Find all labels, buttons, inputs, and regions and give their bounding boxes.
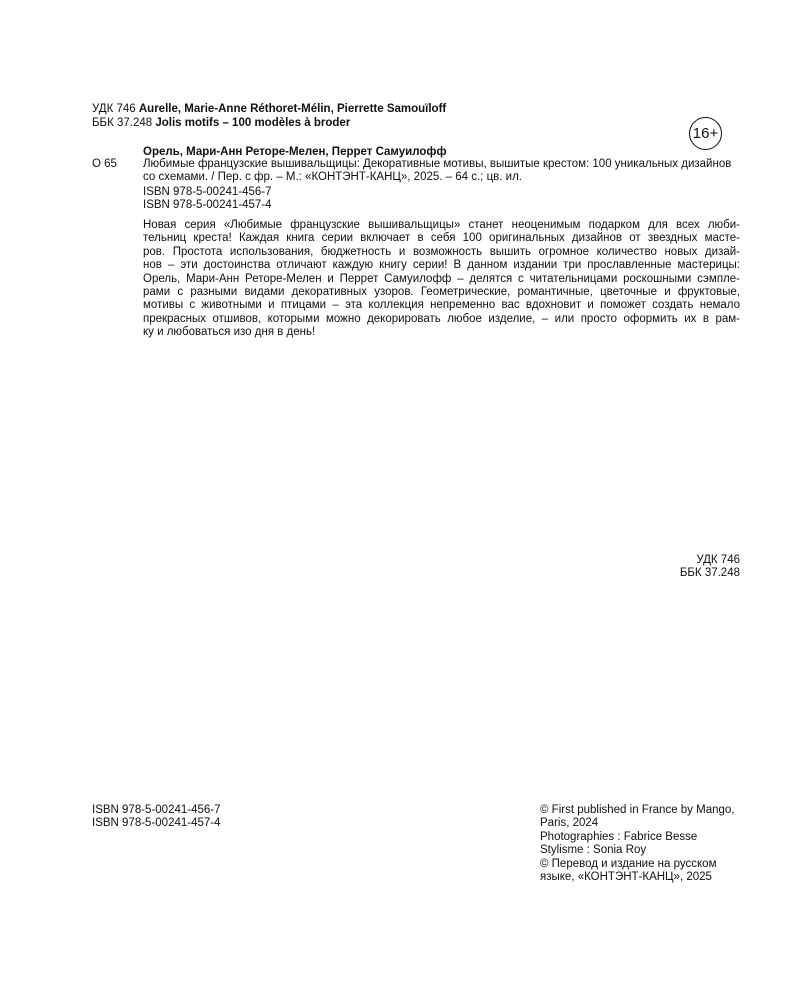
copyright-line: Photographies : Fabrice Besse bbox=[540, 830, 698, 843]
classification-codes bbox=[640, 554, 740, 581]
catalog-isbn-block bbox=[143, 186, 272, 213]
annotation-line: тельниц креста! Каждая книга серии включает в себя 100 оригинальных дизайнов от звездных масте- bbox=[143, 232, 740, 245]
author-heading: Орель, Мари-Анн Реторе-Мелен, Перрет Самуилофф bbox=[143, 146, 447, 158]
bibliographic-description: Любимые французские вышивальщицы: Декоративные мотивы, вышитые крестом: 100 уникальных дизайнов со схемами. / Пер. с фр. – М.: «КОНТЭНТ-КАНЦ», 2025. – 64 с.; цв. ил. bbox=[143, 158, 732, 184]
annotation-line: прекрасных отшивов, которыми можно декорировать любое изделие, – или просто оформить их в рам- bbox=[143, 312, 740, 325]
udk-label: УДК 746 bbox=[92, 103, 136, 115]
annotation-line: рами с разными видами декоративных узоров. Геометрические, романтичные, цветочные и фруктовые, bbox=[143, 286, 740, 299]
header-udk-line bbox=[92, 103, 446, 116]
udk-code: УДК 746 bbox=[696, 554, 740, 566]
bottom-isbn-block bbox=[92, 804, 221, 831]
copyright-line: © First published in France by Mango, bbox=[540, 804, 735, 816]
original-authors: Aurelle, Marie-Anne Réthoret-Mélin, Pierrette Samouïloff bbox=[138, 103, 447, 115]
catalog-isbn-2: ISBN 978-5-00241-457-4 bbox=[143, 199, 272, 212]
copyright-block bbox=[540, 804, 760, 884]
bottom-isbn-1: ISBN 978-5-00241-456-7 bbox=[92, 804, 221, 816]
copyright-line: © Перевод и издание на русском bbox=[540, 857, 717, 870]
annotation-line: мотивы с животными и птицами – эта коллекция непременно вас вдохновит и поможет создать немало bbox=[143, 299, 740, 312]
annotation-line: ку и любоваться изо дня в день! bbox=[143, 326, 316, 339]
annotation-line: Орель, Мари-Анн Реторе-Мелен и Перрет Самуилофф – делятся с читательницами роскошными сэмпле- bbox=[143, 272, 740, 285]
header-bbk-line bbox=[92, 117, 350, 130]
copyright-line: языке, «КОНТЭНТ-КАНЦ», 2025 bbox=[540, 871, 712, 884]
annotation bbox=[143, 219, 740, 340]
copyright-line: Stylisme : Sonia Roy bbox=[540, 844, 647, 857]
bottom-isbn-2: ISBN 978-5-00241-457-4 bbox=[92, 817, 221, 830]
annotation-line: ров. Простота использования, бюджетность и возможность вышить огромное количество новых дизай- bbox=[143, 245, 740, 258]
cutter-number: О 65 bbox=[92, 158, 117, 170]
catalog-isbn-1: ISBN 978-5-00241-456-7 bbox=[143, 186, 272, 198]
age-rating-badge: 16+ bbox=[689, 117, 722, 150]
copyright-line: Paris, 2024 bbox=[540, 817, 599, 830]
bbk-code: ББК 37.248 bbox=[679, 567, 740, 580]
bbk-label: ББК 37.248 bbox=[92, 117, 153, 129]
annotation-line: Новая серия «Любимые французские вышивальщицы» станет неоценимым подарком для всех люби- bbox=[143, 219, 740, 231]
annotation-line: нов – эти достоинства отличают каждую книгу серии! В данном издании три прославленные мастерицы: bbox=[143, 259, 740, 272]
original-title: Jolis motifs – 100 modèles à broder bbox=[155, 117, 351, 129]
